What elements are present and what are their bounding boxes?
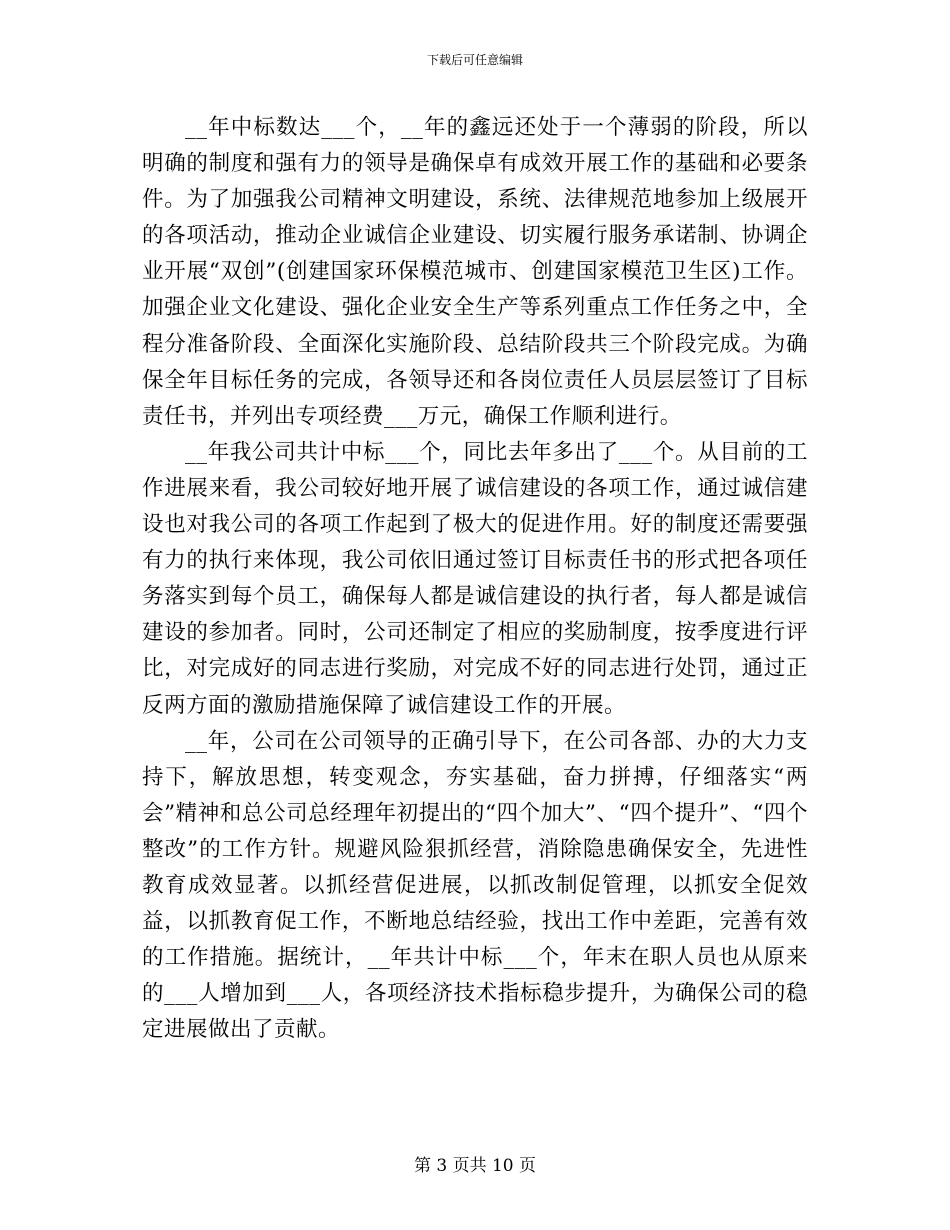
- paragraph-1: __年中标数达___个，__年的鑫远还处于一个薄弱的阶段，所以明确的制度和强有力的领导是确保卓有成效开展工作的基础和必要条件。为了加强我公司精神文明建设，系统、法律规范地参加上级展开的各项活动，推动企业诚信企业建设、切实履行服务承诺制、协调企业开展“双创”(创建国家环保模范城市、创建国家模范卫生区)工作。加强企业文化建设、强化企业安全生产等系列重点工作任务之中，全程分准备阶段、全面深化实施阶段、总结阶段共三个阶段完成。为确保全年目标任务的完成，各领导还和各岗位责任人员层层签订了目标责任书，并列出专项经费___万元，确保工作顺利进行。: [142, 115, 808, 429]
- document-body: [142, 110, 808, 1048]
- paragraph-3: __年，公司在公司领导的正确引导下，在公司各部、办的大力支持下，解放思想，转变观念，夯实基础，奋力拼搏，仔细落实“两会”精神和总公司总经理年初提出的“四个加大”、“四个提升”、“四个整改”的工作方针。规避风险狠抓经营，消除隐患确保安全，先进性教育成效显著。以抓经营促进展，以抓改制促管理，以抓安全促效益，以抓教育促工作，不断地总结经验，找出工作中差距，完善有效的工作措施。据统计，__年共计中标___个，年末在职人员也从原来的___人增加到___人，各项经济技术指标稳步提升，为确保公司的稳定进展做出了贡献。: [142, 728, 808, 1043]
- page-header: 下载后可任意编辑: [426, 53, 523, 67]
- paragraph-2: __年我公司共计中标___个，同比去年多出了___个。从目前的工作进展来看，我公司较好地开展了诚信建设的各项工作，通过诚信建设也对我公司的各项工作起到了极大的促进作用。好的制度还需要强有力的执行来体现，我公司依旧通过签订目标责任书的形式把各项任务落实到每个员工，确保每人都是诚信建设的执行者，每人都是诚信建设的参加者。同时，公司还制定了相应的奖励制度，按季度进行评比，对完成好的同志进行奖励，对完成不好的同志进行处罚，通过正反两方面的激励措施保障了诚信建设工作的开展。: [142, 439, 808, 718]
- page-footer: 第 3 页共 10 页: [413, 1156, 537, 1176]
